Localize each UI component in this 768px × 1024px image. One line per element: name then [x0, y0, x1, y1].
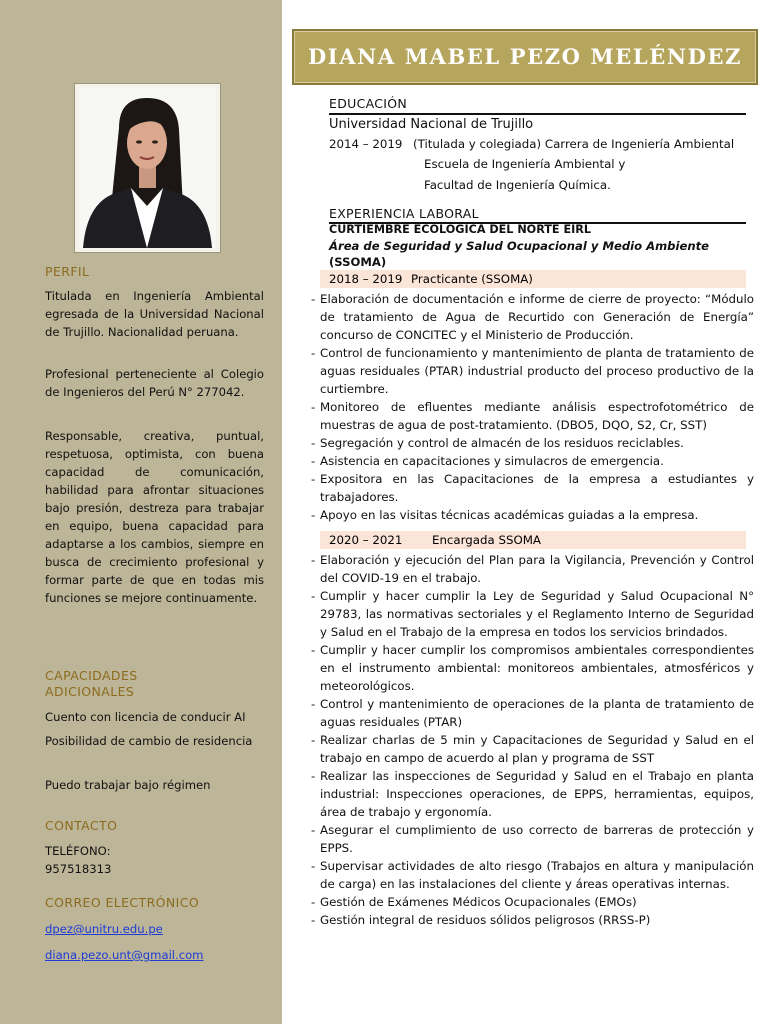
correo-heading: CORREO ELECTRÓNICO	[45, 895, 200, 910]
phone-label: TELÉFONO:	[45, 844, 111, 858]
university-name: Universidad Nacional de Trujillo	[329, 117, 534, 132]
task-item: - Supervisar actividades de alto riesgo (Trabajos en altura y manipulación de carga) en las instalaciones del cliente y áreas operativas internas.	[311, 859, 754, 891]
task-list-practicante	[311, 290, 754, 524]
task-item: - Cumplir y hacer cumplir la Ley de Seguridad y Salud Ocupacional N° 29783, las normativas sectoriales y el Reglamento Interno de Seguridad y Salud en el Trabajo de la empresa en todos los servicios brindados.	[311, 589, 754, 639]
phone-number: 957518313	[45, 862, 112, 876]
education-school: Escuela de Ingeniería Ambiental y	[424, 157, 626, 171]
contacto-heading: CONTACTO	[45, 818, 118, 833]
task-item: - Apoyo en las visitas técnicas académicas guiadas a la empresa.	[311, 508, 699, 522]
education-years: 2014 – 2019	[329, 137, 403, 151]
capacidades-heading-line-2: ADICIONALES	[45, 684, 135, 699]
task-item: - Asegurar el cumplimiento de uso correcto de barreras de protección y EPPS.	[311, 823, 754, 855]
profile-photo	[79, 88, 216, 248]
email-link-gmail[interactable]: diana.pezo.unt@gmail.com	[45, 948, 204, 962]
capacidades-heading-line-1: CAPACIDADES	[45, 668, 138, 683]
period-role: Encargada SSOMA	[432, 533, 541, 547]
task-list-encargada	[311, 551, 754, 929]
period-years: 2020 – 2021	[329, 533, 403, 547]
capacidad-item: Cuento con licencia de conducir AI	[45, 710, 246, 724]
area-name-line-1: Área de Seguridad y Salud Ocupacional y Medio Ambiente	[329, 239, 709, 253]
perfil-paragraph-3: Responsable, creativa, puntual, respetuosa, optimista, con buena capacidad de comunicación, habilidad para afrontar situaciones bajo presión, destreza para trabajar en equipo, buena capacidad para adaptarse a los cambios, siempre en busca de crecimiento profesional y formar parte de que en todas mis funciones se mejore continuamente.	[45, 429, 264, 605]
task-item: - Control de funcionamiento y mantenimiento de planta de tratamiento de aguas residuales (PTAR) industrial producto del proceso productivo de la curtiembre.	[311, 346, 754, 396]
perfil-heading: PERFIL	[45, 264, 90, 279]
capacidad-item: Puedo trabajar bajo régimen	[45, 778, 211, 792]
task-item: - Segregación y control de almacén de los residuos reciclables.	[311, 436, 684, 450]
full-name: DIANA MABEL PEZO MELÉNDEZ	[308, 44, 742, 69]
profile-photo-frame	[74, 83, 221, 253]
task-item: - Monitoreo de efluentes mediante análisis espectrofotométrico de muestras de agua de post-tratamiento. (DBO5, DQO, S2, Cr, SST)	[311, 400, 754, 432]
task-item: - Elaboración y ejecución del Plan para la Vigilancia, Prevención y Control del COVID-19 en el trabajo.	[311, 553, 754, 585]
period-years: 2018 – 2019	[329, 272, 403, 286]
education-divider	[329, 113, 746, 115]
task-item: - Realizar las inspecciones de Seguridad y Salud en el Trabajo en planta industrial: Inspecciones operaciones, de EPPS, herramientas, equipos, área de trabajo y ergonomía.	[311, 769, 754, 819]
area-name-line-2: (SSOMA)	[329, 255, 387, 269]
person-portrait-icon	[79, 88, 216, 248]
task-item: - Asistencia en capacitaciones y simulacros de emergencia.	[311, 454, 664, 468]
company-name: CURTIEMBRE ECOLÓGICA DEL NORTE EIRL	[329, 223, 592, 236]
education-faculty: Facultad de Ingeniería Química.	[424, 178, 611, 192]
name-banner	[292, 29, 758, 85]
capacidad-item: Posibilidad de cambio de residencia	[45, 734, 253, 748]
experience-heading: EXPERIENCIA LABORAL	[329, 206, 479, 221]
perfil-paragraph-2: Profesional perteneciente al Colegio de Ingenieros del Perú N° 277042.	[45, 367, 264, 399]
education-heading: EDUCACIÓN	[329, 96, 408, 111]
task-item: - Elaboración de documentación e informe de cierre de proyecto: “Módulo de tratamiento de Agua de Recurtido con Generación de Energía” concurso de CONCITEC y el Ministerio de Producción.	[311, 292, 754, 342]
task-item: - Gestión integral de residuos sólidos peligrosos (RRSS-P)	[311, 913, 651, 927]
task-item: - Cumplir y hacer cumplir los compromisos ambientales correspondientes en el instrumento ambiental: monitoreos ambientales, atmosféricos y meteorológicos.	[311, 643, 754, 693]
task-item: - Expositora en las Capacitaciones de la empresa a estudiantes y trabajadores.	[311, 472, 754, 504]
email-link-university[interactable]: dpez@unitru.edu.pe	[45, 922, 163, 936]
period-bar-practicante	[320, 270, 746, 288]
task-item: - Realizar charlas de 5 min y Capacitaciones de Seguridad y Salud en el trabajo en campo de acuerdo al plan y programa de SST	[311, 733, 754, 765]
education-degree: (Titulada y colegiada) Carrera de Ingeniería Ambiental	[413, 137, 735, 151]
task-item: - Control y mantenimiento de operaciones de la planta de tratamiento de aguas residuales (PTAR)	[311, 697, 754, 729]
task-item: - Gestión de Exámenes Médicos Ocupacionales (EMOs)	[311, 895, 637, 909]
period-bar-encargada	[320, 531, 746, 549]
period-role: Practicante (SSOMA)	[411, 272, 533, 286]
perfil-paragraph-1: Titulada en Ingeniería Ambiental egresada de la Universidad Nacional de Trujillo. Nacionalidad peruana.	[45, 289, 264, 339]
